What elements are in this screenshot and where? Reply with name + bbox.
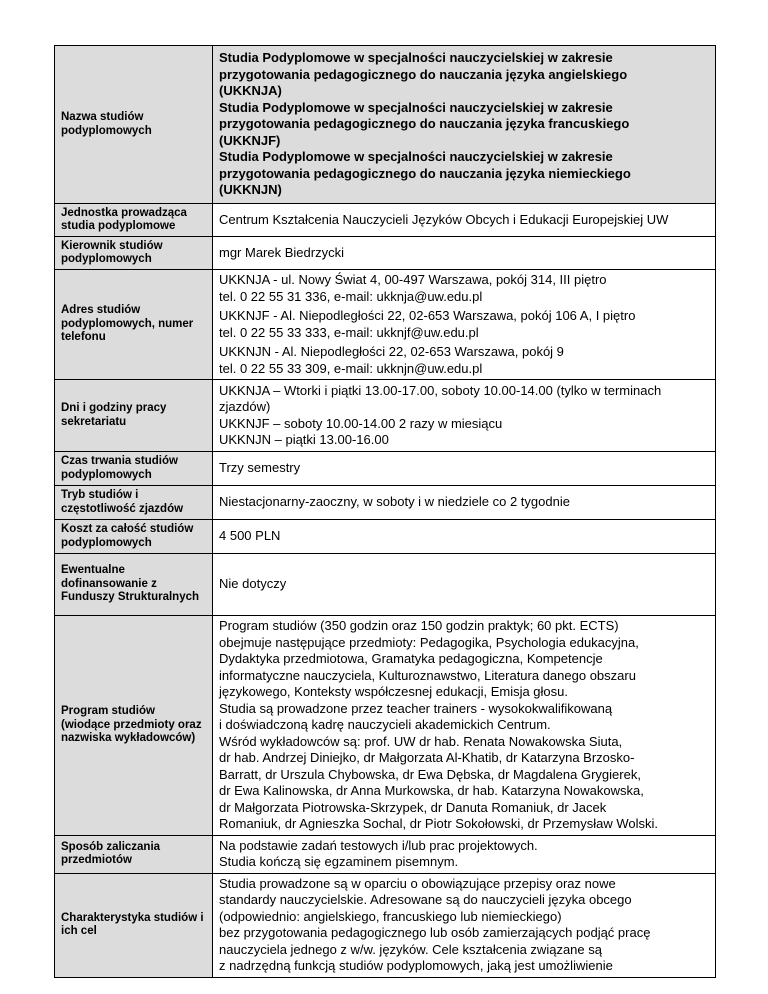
row-label: Dni i godziny pracy sekretariatu	[55, 380, 213, 452]
table-row	[55, 452, 716, 486]
table-row	[55, 554, 716, 616]
row-label: Koszt za całość studiów podyplomowych	[55, 520, 213, 554]
row-value: Studia prowadzone są w oparciu o obowiązujące przepisy oraz nowe standardy nauczycielskie. Adresowane są do nauczycieli języka obcego (odpowiednio: angielskiego, francuskiego lub niemieckiego) bez przygotowania pedagogicznego lub osób zamierzających podjąć pracę nauczyciela jednego z w/w. języków. Cele kształcenia związane są z nadrzędną funkcją studiów podyplomowych, jaką jest umożliwienie	[213, 873, 716, 977]
table-row	[55, 486, 716, 520]
row-label: Adres studiów podyplomowych, numer telefonu	[55, 270, 213, 380]
row-label: Kierownik studiów podyplomowych	[55, 237, 213, 270]
table-row	[55, 46, 716, 204]
row-value: Niestacjonarny-zaoczny, w soboty i w niedziele co 2 tygodnie	[213, 486, 716, 520]
table-row	[55, 835, 716, 873]
row-value: 4 500 PLN	[213, 520, 716, 554]
row-label: Czas trwania studiów podyplomowych	[55, 452, 213, 486]
info-table	[54, 45, 716, 978]
row-value: Na podstawie zadań testowych i/lub prac projektowych. Studia kończą się egzaminem pisemnym.	[213, 835, 716, 873]
row-value: Program studiów (350 godzin oraz 150 godzin praktyk; 60 pkt. ECTS) obejmuje następujące przedmioty: Pedagogika, Psychologia edukacyjna, Dydaktyka przedmiotowa, Gramatyka pedagogiczna, Kompetencje informatyczne nauczyciela, Kulturoznawstwo, Literatura danego obszaru językowego, Konteksty współczesnej edukacji, Emisja głosu. Studia są prowadzone przez teacher trainers - wysokokwalifikowaną i doświadczoną kadrę nauczycieli akademickich Centrum. Wśród wykładowców są: prof. UW dr hab. Renata Nowakowska Siuta, dr hab. Andrzej Diniejko, dr Małgorzata Al-Khatib, dr Katarzyna Brzosko- Barratt, dr Urszula Chybowska, dr Ewa Dębska, dr Magdalena Grygierek, dr Ewa Kalinowska, dr Anna Murkowska, dr hab. Katarzyna Nowakowska, dr Małgorzata Piotrowska-Skrzypek, dr Danuta Romaniuk, dr Jacek Romaniuk, dr Agnieszka Sochal, dr Piotr Sokołowski, dr Przemysław Wolski.	[213, 616, 716, 836]
row-label: Sposób zaliczania przedmiotów	[55, 835, 213, 873]
row-label: Program studiów (wiodące przedmioty oraz nazwiska wykładowców)	[55, 616, 213, 836]
table-row	[55, 204, 716, 237]
row-label: Jednostka prowadząca studia podyplomowe	[55, 204, 213, 237]
row-value: mgr Marek Biedrzycki	[213, 237, 716, 270]
row-label: Tryb studiów i częstotliwość zjazdów	[55, 486, 213, 520]
table-row	[55, 237, 716, 270]
row-label: Ewentualne dofinansowanie z Funduszy Strukturalnych	[55, 554, 213, 616]
table-row	[55, 270, 716, 380]
table-row	[55, 380, 716, 452]
row-value: Centrum Kształcenia Nauczycieli Języków Obcych i Edukacji Europejskiej UW	[213, 204, 716, 237]
row-label: Nazwa studiów podyplomowych	[55, 46, 213, 204]
row-label: Charakterystyka studiów i ich cel	[55, 873, 213, 977]
study-names: Studia Podyplomowe w specjalności nauczycielskiej w zakresie przygotowania pedagogicznego do nauczania języka angielskiego (UKKNJA) Studia Podyplomowe w specjalności nauczycielskiej w zakresie przygotowania pedagogicznego do nauczania języka francuskiego (UKKNJF) Studia Podyplomowe w specjalności nauczycielskiej w zakresie przygotowania pedagogicznego do nauczania języka niemieckiego (UKKNJN)	[213, 46, 716, 204]
table-row	[55, 873, 716, 977]
table-row	[55, 616, 716, 836]
row-value: Trzy semestry	[213, 452, 716, 486]
table-row	[55, 520, 716, 554]
row-value: UKKNJA - ul. Nowy Świat 4, 00-497 Warszawa, pokój 314, III piętro tel. 0 22 55 31 336, e-mail: ukknja@uw.edu.pl UKKNJF - Al. Niepodległości 22, 02-653 Warszawa, pokój 106 A, I piętro tel. 0 22 55 33 333, e-mail: ukknjf@uw.edu.pl UKKNJN - Al. Niepodległości 22, 02-653 Warszawa, pokój 9 tel. 0 22 55 33 309, e-mail: ukknjn@uw.edu.pl	[213, 270, 716, 380]
row-value: Nie dotyczy	[213, 554, 716, 616]
row-value: UKKNJA – Wtorki i piątki 13.00-17.00, soboty 10.00-14.00 (tylko w terminach zjazdów) UKKNJF – soboty 10.00-14.00 2 razy w miesiącu UKKNJN – piątki 13.00-16.00	[213, 380, 716, 452]
